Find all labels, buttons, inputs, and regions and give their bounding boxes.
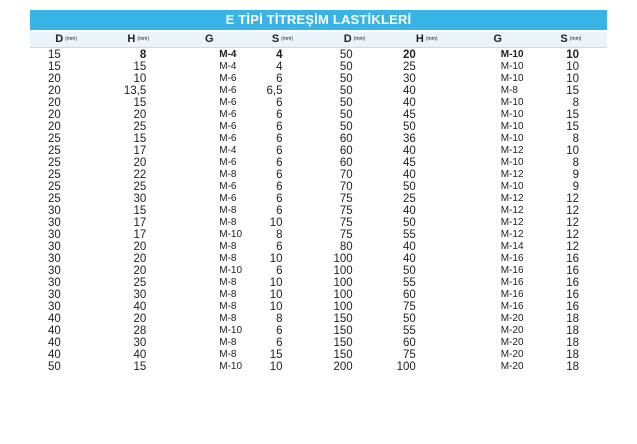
table-cell: 20: [133, 109, 147, 121]
table-cell: 50: [339, 61, 353, 73]
table-cell: 4: [276, 49, 283, 61]
column-unit: (mm): [65, 36, 77, 42]
table-cell: 6: [276, 265, 283, 277]
table-cell: 40: [402, 241, 416, 253]
table-cell: 20: [133, 253, 147, 265]
table-cell: 50: [48, 361, 61, 373]
table-cell: 60: [339, 157, 353, 169]
table-cell: M-10: [500, 97, 524, 108]
table-cell: 75: [402, 349, 416, 361]
table-cell: 55: [402, 277, 416, 289]
table-cell: 16: [566, 277, 579, 289]
table-cell: 40: [402, 205, 416, 217]
table-cell: M-10: [219, 265, 243, 276]
table-cell: 18: [566, 349, 579, 361]
table-cell: 20: [133, 241, 147, 253]
table-cell: M-20: [500, 337, 524, 348]
table-cell: 25: [133, 121, 147, 133]
table-cell: 8: [139, 49, 147, 61]
table-cell: M-10: [219, 229, 243, 240]
table-cell: 40: [133, 301, 147, 313]
table-row: [30, 229, 607, 241]
table-cell: M-10: [500, 121, 524, 132]
table-cell: 4: [276, 61, 283, 73]
table-cell: 15: [133, 97, 147, 109]
table-cell: 55: [402, 229, 416, 241]
table-cell: M-12: [500, 169, 524, 180]
table-cell: 13,5: [123, 85, 147, 97]
table-cell: 60: [339, 133, 353, 145]
table-cell: 30: [133, 337, 147, 349]
table-cell: M-10: [500, 157, 524, 168]
table-cell: 50: [402, 121, 416, 133]
table-cell: 6,5: [266, 85, 283, 97]
table-row: [30, 265, 607, 277]
table-cell: 40: [48, 325, 61, 337]
table-cell: 10: [269, 253, 283, 265]
table-cell: M-20: [500, 325, 524, 336]
table-cell: 75: [339, 217, 353, 229]
table-cell: 45: [402, 157, 416, 169]
table-cell: 30: [402, 73, 416, 85]
table-cell: 12: [566, 193, 579, 205]
table-cell: M-8: [219, 313, 237, 324]
table-cell: 40: [48, 313, 61, 325]
table-row: [30, 157, 607, 169]
table-cell: 55: [402, 325, 416, 337]
table-cell: 150: [333, 313, 353, 325]
table-cell: 80: [339, 241, 353, 253]
column-label: D: [55, 33, 64, 45]
table-cell: M-8: [219, 205, 237, 216]
table-cell: 15: [133, 205, 147, 217]
table-cell: M-4: [219, 61, 237, 72]
table-cell: M-20: [500, 313, 524, 324]
table-cell: 15: [269, 349, 283, 361]
table-cell: 40: [402, 85, 416, 97]
column-header: [174, 32, 246, 47]
table-cell: M-12: [500, 205, 524, 216]
table-cell: M-8: [219, 253, 237, 264]
table-cell: 45: [402, 109, 416, 121]
table-cell: 15: [133, 361, 147, 373]
column-header: [319, 32, 391, 47]
table-cell: 6: [276, 97, 283, 109]
table-cell: M-6: [219, 181, 237, 192]
product-table: [30, 10, 607, 373]
table-cell: 75: [339, 205, 353, 217]
table-cell: 30: [48, 265, 61, 277]
table-cell: 6: [276, 157, 283, 169]
table-cell: 18: [566, 361, 579, 373]
table-cell: 25: [48, 193, 61, 205]
table-cell: 40: [133, 349, 147, 361]
table-cell: 100: [333, 301, 353, 313]
table-cell: 16: [566, 301, 579, 313]
table-row: [30, 325, 607, 337]
table-cell: 30: [48, 241, 61, 253]
table-cell: M-6: [219, 133, 237, 144]
table-cell: 60: [402, 337, 416, 349]
table-cell: 40: [402, 145, 416, 157]
table-cell: 8: [276, 229, 283, 241]
table-cell: M-10: [500, 109, 524, 120]
table-cell: 9: [572, 181, 579, 193]
column-header: [463, 32, 535, 47]
table-cell: 30: [48, 217, 61, 229]
table-cell: M-8: [219, 289, 237, 300]
table-cell: 8: [276, 313, 283, 325]
table-cell: M-20: [500, 361, 524, 372]
table-cell: 60: [402, 289, 416, 301]
table-cell: 6: [276, 181, 283, 193]
table-cell: 10: [566, 145, 579, 157]
table-cell: 6: [276, 325, 283, 337]
table-cell: 100: [333, 277, 353, 289]
table-cell: 30: [48, 277, 61, 289]
table-cell: 36: [402, 133, 416, 145]
table-cell: 20: [133, 157, 147, 169]
table-cell: M-10: [500, 181, 524, 192]
table-row: [30, 73, 607, 85]
table-cell: M-6: [219, 157, 237, 168]
table-cell: 6: [276, 241, 283, 253]
column-label: D: [343, 33, 352, 45]
column-unit: (mm): [353, 36, 366, 42]
table-cell: 18: [566, 325, 579, 337]
table-cell: 75: [339, 193, 353, 205]
table-cell: 6: [276, 145, 283, 157]
table-header: [30, 32, 607, 48]
table-row: [30, 49, 607, 61]
table-row: [30, 145, 607, 157]
table-cell: 12: [566, 205, 579, 217]
table-cell: 15: [48, 61, 61, 73]
table-row: [30, 181, 607, 193]
table-cell: M-16: [500, 289, 524, 300]
table-row: [30, 313, 607, 325]
table-cell: M-6: [219, 97, 237, 108]
table-cell: M-16: [500, 265, 524, 276]
table-cell: M-12: [500, 217, 524, 228]
table-cell: 50: [339, 73, 353, 85]
table-cell: M-4: [219, 145, 237, 156]
column-label: G: [493, 33, 503, 45]
table-cell: 9: [572, 169, 579, 181]
table-cell: M-8: [219, 169, 237, 180]
table-cell: 17: [133, 217, 147, 229]
table-row: [30, 301, 607, 313]
table-cell: 100: [333, 265, 353, 277]
table-cell: 10: [566, 49, 579, 61]
table-cell: 50: [402, 217, 416, 229]
column-label: H: [415, 33, 424, 45]
table-cell: M-6: [219, 193, 237, 204]
table-cell: 16: [566, 265, 579, 277]
table-row: [30, 277, 607, 289]
table-cell: 20: [133, 313, 147, 325]
table-cell: 100: [333, 253, 353, 265]
table-cell: 18: [566, 337, 579, 349]
table-cell: 15: [133, 133, 147, 145]
table-cell: 6: [276, 73, 283, 85]
table-cell: M-10: [500, 61, 524, 72]
table-cell: M-14: [500, 241, 524, 252]
table-cell: 16: [566, 289, 579, 301]
table-cell: 75: [339, 229, 353, 241]
table-cell: 8: [572, 133, 579, 145]
table-cell: 25: [48, 157, 61, 169]
table-cell: 15: [48, 49, 61, 61]
table-cell: 6: [276, 205, 283, 217]
table-cell: M-6: [219, 121, 237, 132]
table-cell: 17: [133, 229, 147, 241]
table-cell: 25: [402, 61, 416, 73]
table-cell: 16: [566, 253, 579, 265]
table-cell: 10: [133, 73, 147, 85]
table-cell: 10: [566, 73, 579, 85]
table-cell: M-12: [500, 229, 524, 240]
table-row: [30, 121, 607, 133]
column-header: [391, 32, 463, 47]
table-cell: M-8: [219, 337, 237, 348]
table-cell: 150: [333, 337, 353, 349]
table-row: [30, 361, 607, 373]
table-cell: 30: [48, 229, 61, 241]
table-row: [30, 193, 607, 205]
table-cell: 30: [48, 205, 61, 217]
table-row: [30, 241, 607, 253]
table-cell: 50: [339, 49, 353, 61]
table-cell: M-10: [500, 73, 524, 84]
table-cell: 50: [339, 121, 353, 133]
table-cell: 75: [402, 301, 416, 313]
table-cell: 150: [333, 325, 353, 337]
table-cell: 10: [269, 301, 283, 313]
column-header: [102, 32, 174, 47]
table-cell: M-4: [219, 49, 237, 60]
table-cell: 6: [276, 193, 283, 205]
table-cell: M-6: [219, 109, 237, 120]
table-cell: 100: [396, 361, 416, 373]
table-cell: 30: [133, 193, 147, 205]
table-cell: 15: [566, 85, 579, 97]
table-cell: 20: [48, 85, 61, 97]
column-label: H: [127, 33, 136, 45]
table-cell: 22: [133, 169, 147, 181]
table-cell: M-20: [500, 349, 524, 360]
table-cell: 40: [48, 337, 61, 349]
table-cell: 30: [48, 301, 61, 313]
table-row: [30, 349, 607, 361]
table-cell: 15: [566, 109, 579, 121]
table-cell: 30: [48, 253, 61, 265]
table-cell: 20: [48, 109, 61, 121]
table-cell: M-10: [500, 49, 524, 60]
table-row: [30, 97, 607, 109]
table-cell: 12: [566, 241, 579, 253]
table-cell: M-10: [219, 325, 243, 336]
table-cell: 70: [339, 169, 353, 181]
table-cell: 10: [269, 277, 283, 289]
table-cell: 40: [48, 349, 61, 361]
table-cell: 50: [402, 313, 416, 325]
table-cell: 150: [333, 349, 353, 361]
column-header: [535, 32, 607, 47]
table-cell: 15: [133, 61, 147, 73]
table-cell: M-12: [500, 145, 524, 156]
table-cell: 25: [402, 193, 416, 205]
table-cell: M-16: [500, 301, 524, 312]
table-cell: M-8: [219, 277, 237, 288]
table-cell: 25: [48, 181, 61, 193]
column-unit: (mm): [569, 36, 582, 42]
table-cell: 50: [339, 97, 353, 109]
table-cell: 20: [402, 49, 416, 61]
table-cell: 20: [133, 265, 147, 277]
table-row: [30, 61, 607, 73]
table-cell: M-6: [219, 73, 237, 84]
table-cell: 30: [133, 289, 147, 301]
table-cell: 50: [402, 181, 416, 193]
table-cell: 18: [566, 313, 579, 325]
table-cell: 15: [566, 121, 579, 133]
table-cell: 10: [269, 361, 283, 373]
column-header: [30, 32, 102, 47]
table-cell: 40: [402, 253, 416, 265]
column-unit: (mm): [425, 36, 438, 42]
table-cell: 6: [276, 169, 283, 181]
table-cell: 50: [339, 109, 353, 121]
table-cell: 50: [339, 85, 353, 97]
table-cell: 12: [566, 229, 579, 241]
table-row: [30, 289, 607, 301]
table-cell: 10: [269, 217, 283, 229]
table-cell: 30: [48, 289, 61, 301]
table-cell: 20: [48, 121, 61, 133]
table-cell: M-10: [219, 361, 243, 372]
table-cell: 10: [566, 61, 579, 73]
table-cell: 20: [48, 97, 61, 109]
column-label: S: [560, 33, 568, 45]
column-header: [246, 32, 318, 47]
table-cell: 8: [572, 97, 579, 109]
table-cell: M-10: [500, 133, 524, 144]
table-cell: M-16: [500, 277, 524, 288]
table-cell: 10: [269, 289, 283, 301]
table-cell: M-8: [219, 241, 237, 252]
table-body: [30, 49, 607, 373]
table-cell: 25: [48, 133, 61, 145]
table-cell: 100: [333, 289, 353, 301]
table-cell: 40: [402, 169, 416, 181]
table-cell: 70: [339, 181, 353, 193]
table-cell: 40: [402, 97, 416, 109]
table-row: [30, 109, 607, 121]
table-cell: 6: [276, 121, 283, 133]
table-cell: 25: [48, 145, 61, 157]
table-cell: 25: [48, 169, 61, 181]
table-row: [30, 133, 607, 145]
table-cell: 6: [276, 337, 283, 349]
table-cell: 25: [133, 181, 147, 193]
table-row: [30, 337, 607, 349]
table-row: [30, 253, 607, 265]
table-cell: M-8: [219, 349, 237, 360]
table-cell: 8: [572, 157, 579, 169]
table-title: E TİPİ TİTREŞİM LASTİKLERİ: [30, 10, 607, 30]
table-cell: 50: [402, 265, 416, 277]
table-cell: 200: [333, 361, 353, 373]
table-cell: 12: [566, 217, 579, 229]
table-row: [30, 217, 607, 229]
column-label: G: [205, 33, 214, 45]
table-cell: 6: [276, 109, 283, 121]
column-label: S: [271, 33, 280, 45]
column-unit: (mm): [137, 36, 149, 42]
table-cell: 25: [133, 277, 147, 289]
table-cell: 28: [133, 325, 147, 337]
table-cell: M-6: [219, 85, 237, 96]
table-cell: M-8: [219, 301, 237, 312]
table-row: [30, 205, 607, 217]
table-row: [30, 169, 607, 181]
table-cell: M-8: [500, 85, 518, 96]
table-cell: 20: [48, 73, 61, 85]
table-cell: M-12: [500, 193, 524, 204]
table-row: [30, 85, 607, 97]
table-cell: 6: [276, 133, 283, 145]
column-unit: (mm): [281, 36, 293, 42]
table-cell: 17: [133, 145, 147, 157]
table-cell: M-16: [500, 253, 524, 264]
table-cell: 60: [339, 145, 353, 157]
table-cell: M-8: [219, 217, 237, 228]
